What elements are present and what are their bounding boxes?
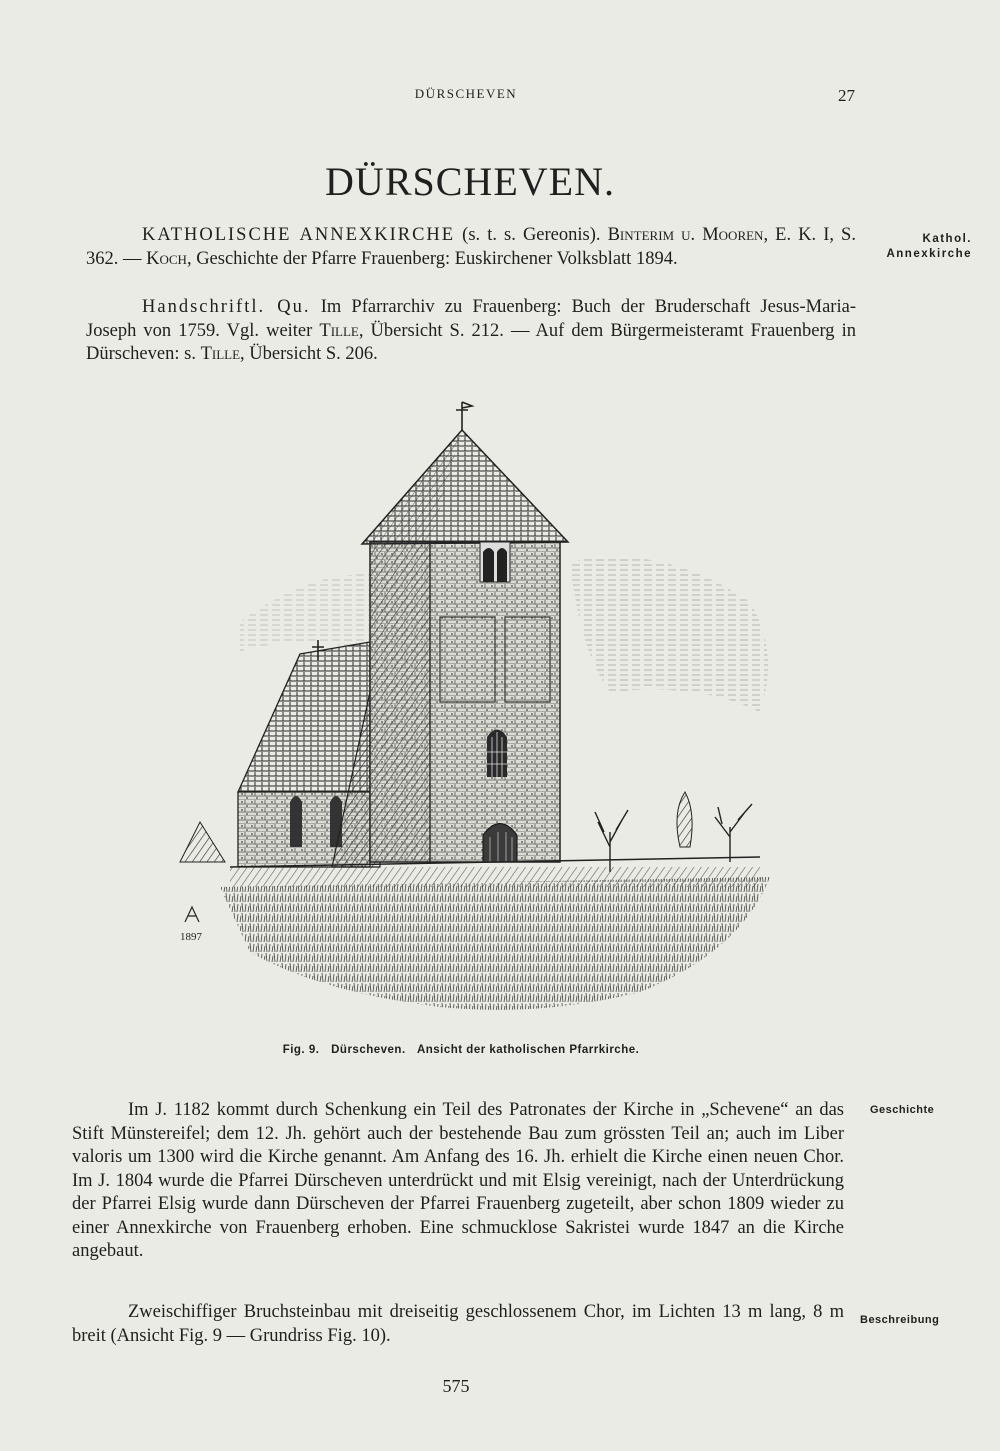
sources-paragraph	[86, 296, 856, 367]
church-illustration	[140, 392, 780, 1032]
intro-text-c: , Geschichte der Pfarre Frauenberg: Euskirchener Volksblatt 1894.	[186, 248, 678, 269]
intro-text-b: , E. K. I, S. 362. —	[86, 225, 856, 269]
author-binterim: Binterim u. Mooren	[607, 225, 764, 245]
page-number-top: 27	[838, 86, 855, 105]
margin-note-kathol-line1: Kathol.	[922, 233, 972, 245]
sources-text-b: , Übersicht S. 212. — Auf dem Bürgermeisteramt Frauenberg in Dürscheven: s.	[86, 320, 857, 364]
caption-place: Dürscheven.	[331, 1044, 406, 1056]
margin-note-geschichte: Geschichte	[870, 1104, 935, 1116]
margin-note-beschreibung: Beschreibung	[860, 1314, 940, 1326]
running-head: DÜRSCHEVEN	[414, 86, 518, 101]
intro-paragraph	[86, 224, 856, 271]
caption-text: Ansicht der katholischen Pfarrkirche.	[416, 1044, 640, 1056]
margin-note-kathol	[862, 232, 972, 262]
artist-signature-date: 1897	[180, 931, 202, 943]
author-tille-2: Tille	[200, 344, 241, 364]
page-number-bottom: 575	[442, 1376, 470, 1396]
page-title: DÜRSCHEVEN.	[325, 159, 615, 204]
caption-figure-number: Fig. 9.	[282, 1044, 320, 1056]
history-paragraph: Im J. 1182 kommt durch Schenkung ein Teil des Patronates der Kirche in „Schevene“ an das Stift Münstereifel; dem 12. Jh. gehört auch der bestehende Bau zum grössten Teil an; auch im Liber valoris um 1300 wird die Kirche genannt. Am Anfang des 16. Jh. erhielt die Kirche einen neuen Chor. Im J. 1804 wurde die Pfarrei Dürscheven unterdrückt und mit Elsig vereinigt, nach der Unterdrückung der Pfarrei Elsig wurde dann Dürscheven der Pfarrei Frauenberg zugeteilt, aber schon 1809 wieder zu einer Annexkirche von Frauenberg erhoben. Eine schmucklose Sakristei wurde 1847 an die Kirche angebaut.	[72, 1100, 844, 1261]
church-heading: KATHOLISCHE ANNEXKIRCHE	[142, 225, 456, 245]
author-koch: Koch	[146, 248, 187, 269]
sources-text-a: Im Pfarrarchiv zu Frauenberg: Buch der Bruderschaft Jesus-Maria-Joseph von 1759. Vgl. weiter	[86, 297, 856, 341]
sources-text-c: , Übersicht S. 206.	[240, 344, 378, 364]
figure-caption	[0, 1044, 930, 1056]
description-paragraph: Zweischiffiger Bruchsteinbau mit dreiseitig geschlossenem Chor, im Lichten 13 m lang, 8 m breit (Ansicht Fig. 9 — Grundriss Fig. 10).	[72, 1302, 844, 1346]
intro-text-a: (s. t. s. Gereonis).	[455, 225, 608, 245]
church-drawing	[140, 392, 780, 1032]
margin-note-kathol-line2: Annexkirche	[886, 248, 972, 260]
author-tille-1: Tille	[319, 320, 359, 341]
sources-lead: Handschriftl. Qu.	[142, 297, 311, 317]
